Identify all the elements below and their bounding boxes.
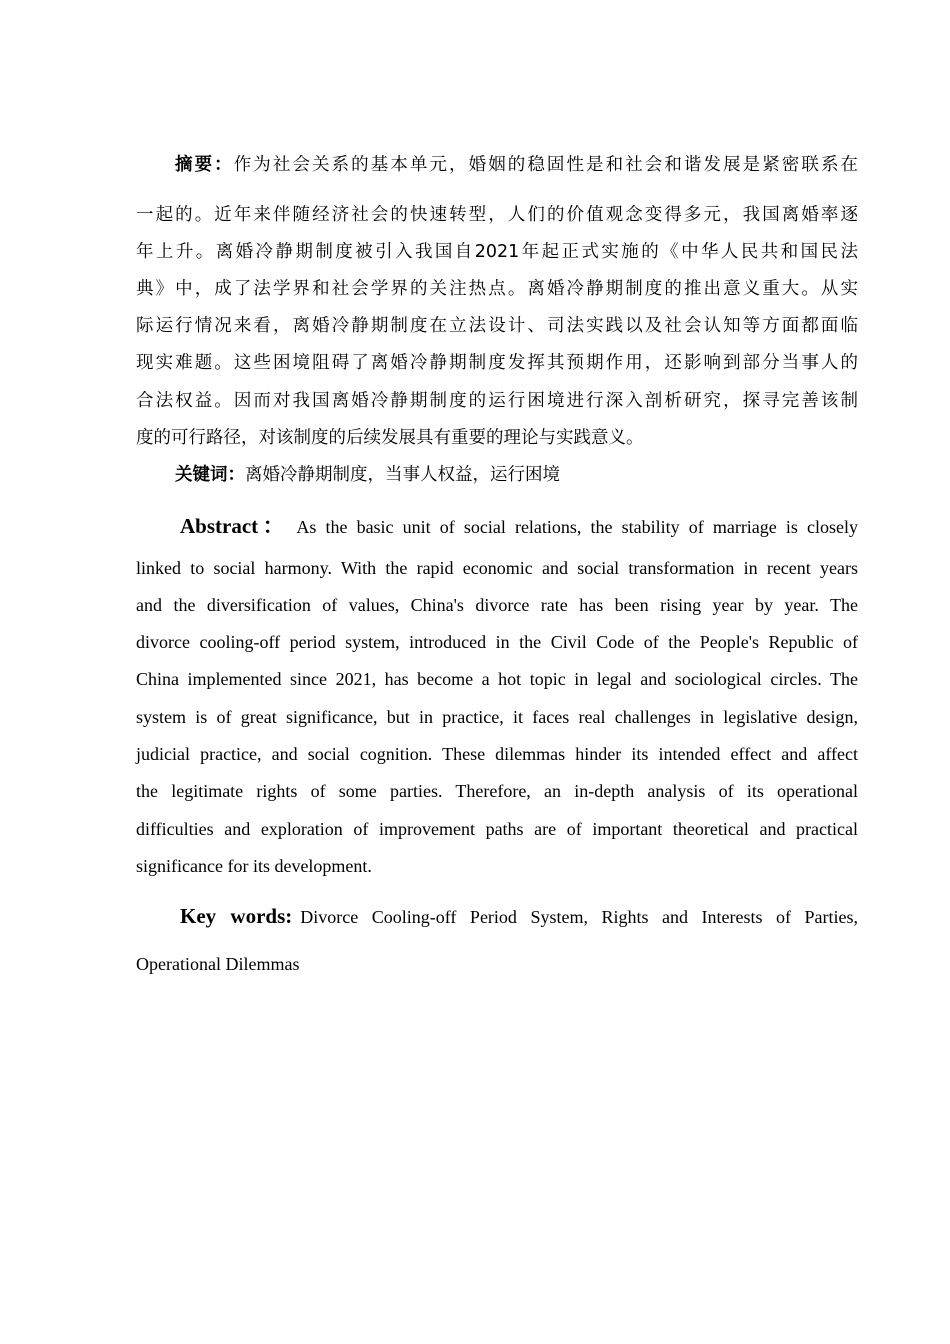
abstract-en-label: Abstract： — [180, 514, 289, 538]
abstract-zh-line: 度的可行路径，对该制度的后续发展具有重要的理论与实践意义。 — [136, 428, 644, 448]
abstract-en-line: and the diversification of values, China's divorce rate has been rising year by year. The — [136, 595, 858, 615]
abstract-en-line: system is of great significance, but in practice, it faces real challenges in legislative design, — [136, 707, 858, 727]
abstract-en-line: significance for its development. — [136, 856, 372, 876]
abstract-zh-line: 合法权益。因而对我国离婚冷静期制度的运行困境进行深入剖析研究，探寻完善该制 — [136, 391, 858, 411]
abstract-zh-line: 一起的。近年来伴随经济社会的快速转型，人们的价值观念变得多元，我国离婚率逐 — [136, 205, 858, 225]
abstract-en-first-line: Abstract： As the basic unit of social relations, the stability of marriage is closely — [180, 514, 858, 538]
abstract-en-line: linked to social harmony. With the rapid economic and social transformation in recent years — [136, 558, 858, 578]
abstract-zh-line: 年上升。离婚冷静期制度被引入我国自2021年起正式实施的《中华人民共和国民法 — [136, 242, 858, 262]
keywords-zh-text: 离婚冷静期制度，当事人权益，运行困境 — [245, 465, 560, 485]
abstract-en-line: divorce cooling-off period system, introduced in the Civil Code of the People's Republic of — [136, 632, 858, 652]
keywords-en-label: Key words: — [180, 904, 293, 928]
keywords-zh-label: 关键词： — [175, 465, 245, 485]
abstract-zh-line: 际运行情况来看，离婚冷静期制度在立法设计、司法实践以及社会认知等方面都面临 — [136, 316, 858, 336]
keywords-en-first-line: Key words: Divorce Cooling-off Period System, Rights and Interests of Parties, — [180, 904, 858, 928]
abstract-zh-line: 典》中，成了法学界和社会学界的关注热点。离婚冷静期制度的推出意义重大。从实 — [136, 279, 858, 299]
abstract-en-line: China implemented since 2021, has become a hot topic in legal and sociological circles. The — [136, 669, 858, 689]
abstract-zh-line: 现实难题。这些困境阻碍了离婚冷静期制度发挥其预期作用，还影响到部分当事人的 — [136, 353, 858, 373]
keywords-zh — [175, 461, 858, 486]
abstract-en-line: the legitimate rights of some parties. Therefore, an in-depth analysis of its operational — [136, 781, 858, 801]
abstract-zh-label: 摘要： — [175, 155, 234, 175]
keywords-en-line: Operational Dilemmas — [136, 954, 300, 974]
abstract-en-line: difficulties and exploration of improvement paths are of important theoretical and practical — [136, 819, 858, 839]
abstract-en-line: judicial practice, and social cognition. These dilemmas hinder its intended effect and affect — [136, 744, 858, 764]
abstract-zh-first-line: 摘要：作为社会关系的基本单元，婚姻的稳固性是和社会和谐发展是紧密联系在 — [175, 155, 859, 175]
